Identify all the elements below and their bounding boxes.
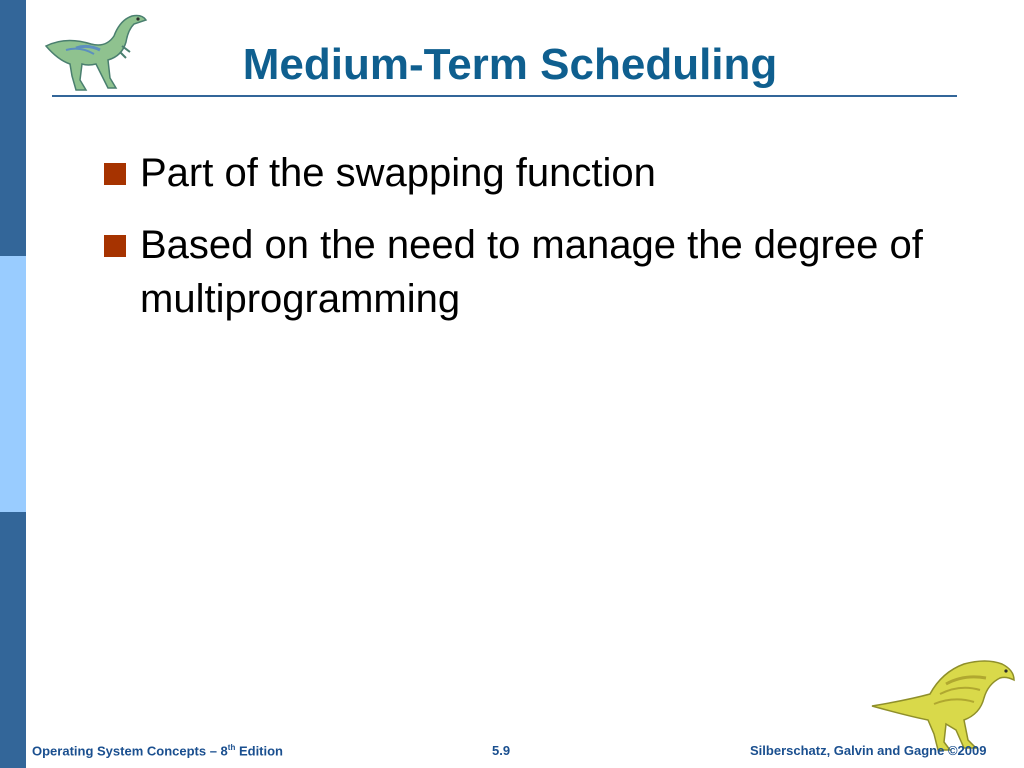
bullet-item bbox=[104, 218, 1004, 326]
page-title: Medium-Term Scheduling bbox=[242, 40, 778, 89]
bullet-list bbox=[104, 146, 1004, 344]
footer-book-title bbox=[32, 743, 283, 758]
footer-authors: Silberschatz, Galvin and Gagne ©2009 bbox=[750, 743, 987, 758]
left-stripe-bottom bbox=[0, 512, 26, 768]
title-divider bbox=[52, 95, 957, 97]
footer-ordinal-suffix: th bbox=[227, 743, 236, 752]
left-stripe-middle bbox=[0, 256, 26, 512]
bullet-text: Part of the swapping function bbox=[140, 151, 656, 195]
bullet-item bbox=[104, 146, 1004, 200]
left-stripe-top bbox=[0, 0, 26, 256]
square-bullet-icon bbox=[104, 235, 126, 257]
bullet-text: Based on the need to manage the degree of multiprogramming bbox=[140, 223, 923, 321]
footer-edition-text: Edition bbox=[235, 743, 284, 759]
page-number: 5.9 bbox=[492, 743, 511, 758]
square-bullet-icon bbox=[104, 163, 126, 185]
dinosaur-logo-icon bbox=[36, 6, 156, 94]
footer-book-title-text: Operating System Concepts – 8 bbox=[32, 743, 228, 759]
dinosaur-icon bbox=[868, 654, 1018, 754]
